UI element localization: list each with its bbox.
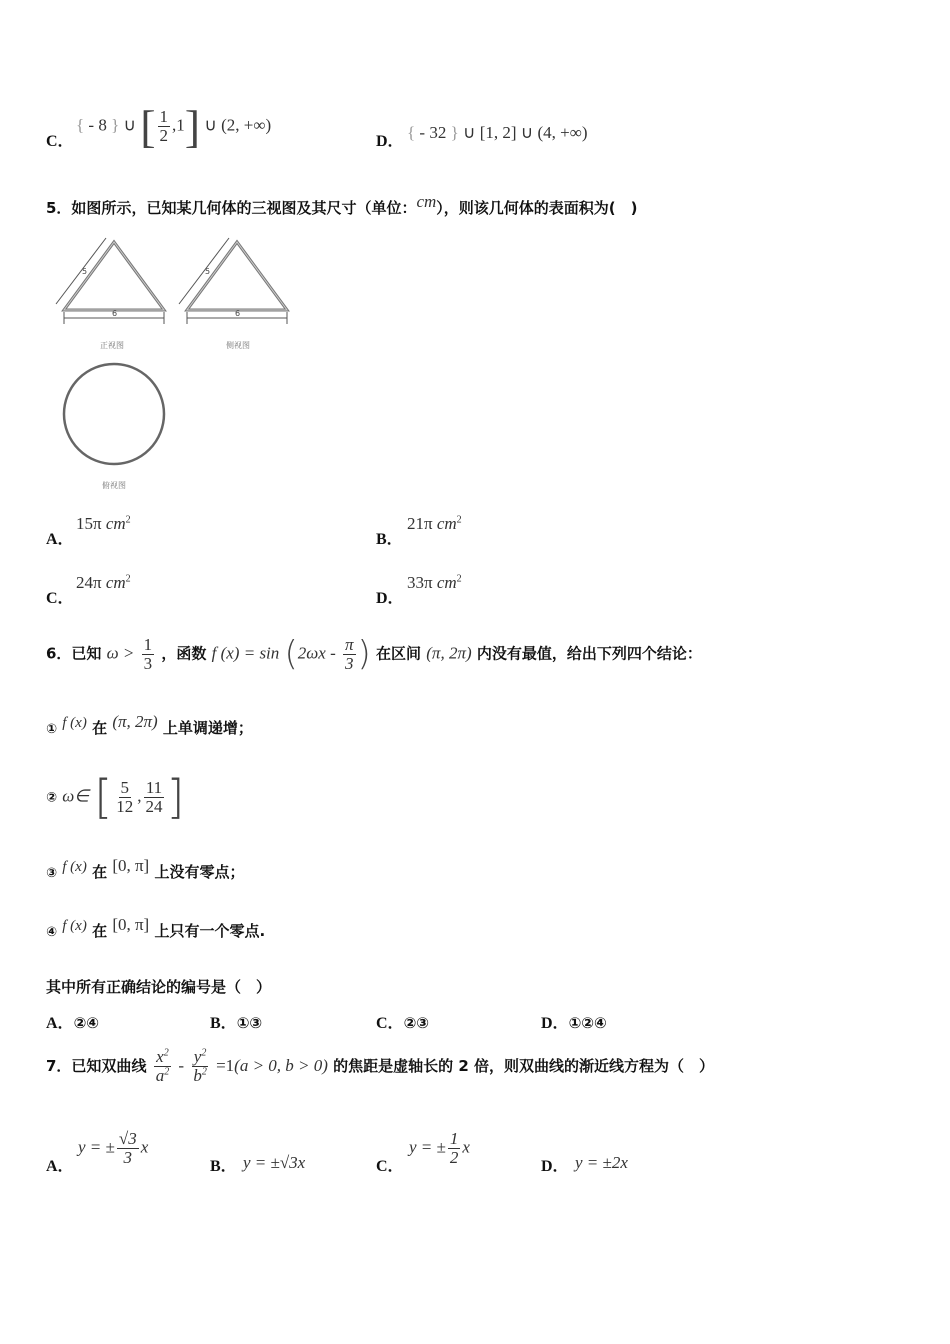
q6-option-b[interactable]: B．①③ [210,1014,263,1032]
q5-option-a-label[interactable]: A． [46,531,74,548]
q4-option-d-label[interactable]: D． [376,133,404,150]
q6-conclusion-3: ③ f (x) 在 [0, π] 上没有零点； [46,856,245,881]
q4-option-c-label[interactable]: C． [46,133,74,150]
q5-option-a-expr: 15π $cm^2$ [76,514,131,533]
top-view-caption: 俯视图 [102,481,126,490]
front-view-triangle [56,238,164,350]
side-view-triangle [179,238,287,350]
q4-option-c-expr: { - 8 } ∪ [ $\frac{1}{2}$ ,1] ∪ (2, +∞) [76,101,272,152]
q7-option-c-expr: y = ± $\frac{1}{2}$ x [409,1129,470,1167]
q5-option-d-expr: 33π $cm^2$ [407,573,462,592]
q6-ask: 其中所有正确结论的编号是（ ） [46,978,272,996]
q5-stem: 5．如图所示，已知某几何体的三视图及其尺寸（单位：cm），则该几何体的表面积为( ) [46,192,638,217]
q6-option-d[interactable]: D．①②④ [541,1014,607,1032]
q7-option-b-expr: y = ±√3x [243,1153,306,1172]
side-base-label: 6 [235,309,241,318]
q7-option-c-label[interactable]: C． [376,1158,404,1175]
front-slant-label: 5 [82,267,88,276]
q7-option-b-label[interactable]: B． [210,1158,237,1175]
q5-option-b-expr: 21π $cm^2$ [407,514,462,533]
front-base-label: 6 [112,309,118,318]
side-view-caption: 侧视图 [226,341,250,350]
three-view-figure [52,234,302,496]
q6-stem: 6．已知 ω > $\frac{1}{3}$ ，函数 f (x) = sin (2ωx - $\frac{\pi}{3}$ ) 在区间 (π, 2π) 内没有最值，给出下列四个结论： [46,634,702,674]
q7-stem: 7．已知双曲线 $\frac{x^2}{a^2}$ - $\frac{y^2}{b^2}$ =1(a > 0, b > 0) 的焦距是虚轴长的 2 倍，则双曲线的渐近线方程为（ ） [46,1047,715,1085]
q5-option-b-label[interactable]: B． [376,531,403,548]
q6-conclusion-2: ② ω∈ [ $\frac{5}{12}$ , $\frac{11}{24}$ ] [46,770,185,824]
q7-option-a-expr: y = ± $\frac{√3}{3}$ x [78,1129,149,1167]
q5-option-d-label[interactable]: D． [376,590,404,607]
q6-option-a[interactable]: A．②④ [46,1014,99,1032]
q5-option-c-label[interactable]: C． [46,590,74,607]
q4-option-d-expr: { - 32 } ∪ [1, 2] ∪ (4, +∞) [407,123,588,142]
q6-option-c[interactable]: C．②③ [376,1014,429,1032]
q7-option-d-expr: y = ±2x [575,1153,628,1172]
q7-option-a-label[interactable]: A． [46,1158,74,1175]
front-view-caption: 正视图 [100,341,124,350]
top-view-circle [64,364,164,490]
q6-conclusion-4: ④ f (x) 在 [0, π] 上只有一个零点. [46,915,266,940]
side-slant-label: 5 [205,267,211,276]
q5-option-c-expr: 24π $cm^2$ [76,573,131,592]
q6-conclusion-1: ① f (x) 在 (π, 2π) 上单调递增； [46,712,253,737]
q7-option-d-label[interactable]: D． [541,1158,569,1175]
